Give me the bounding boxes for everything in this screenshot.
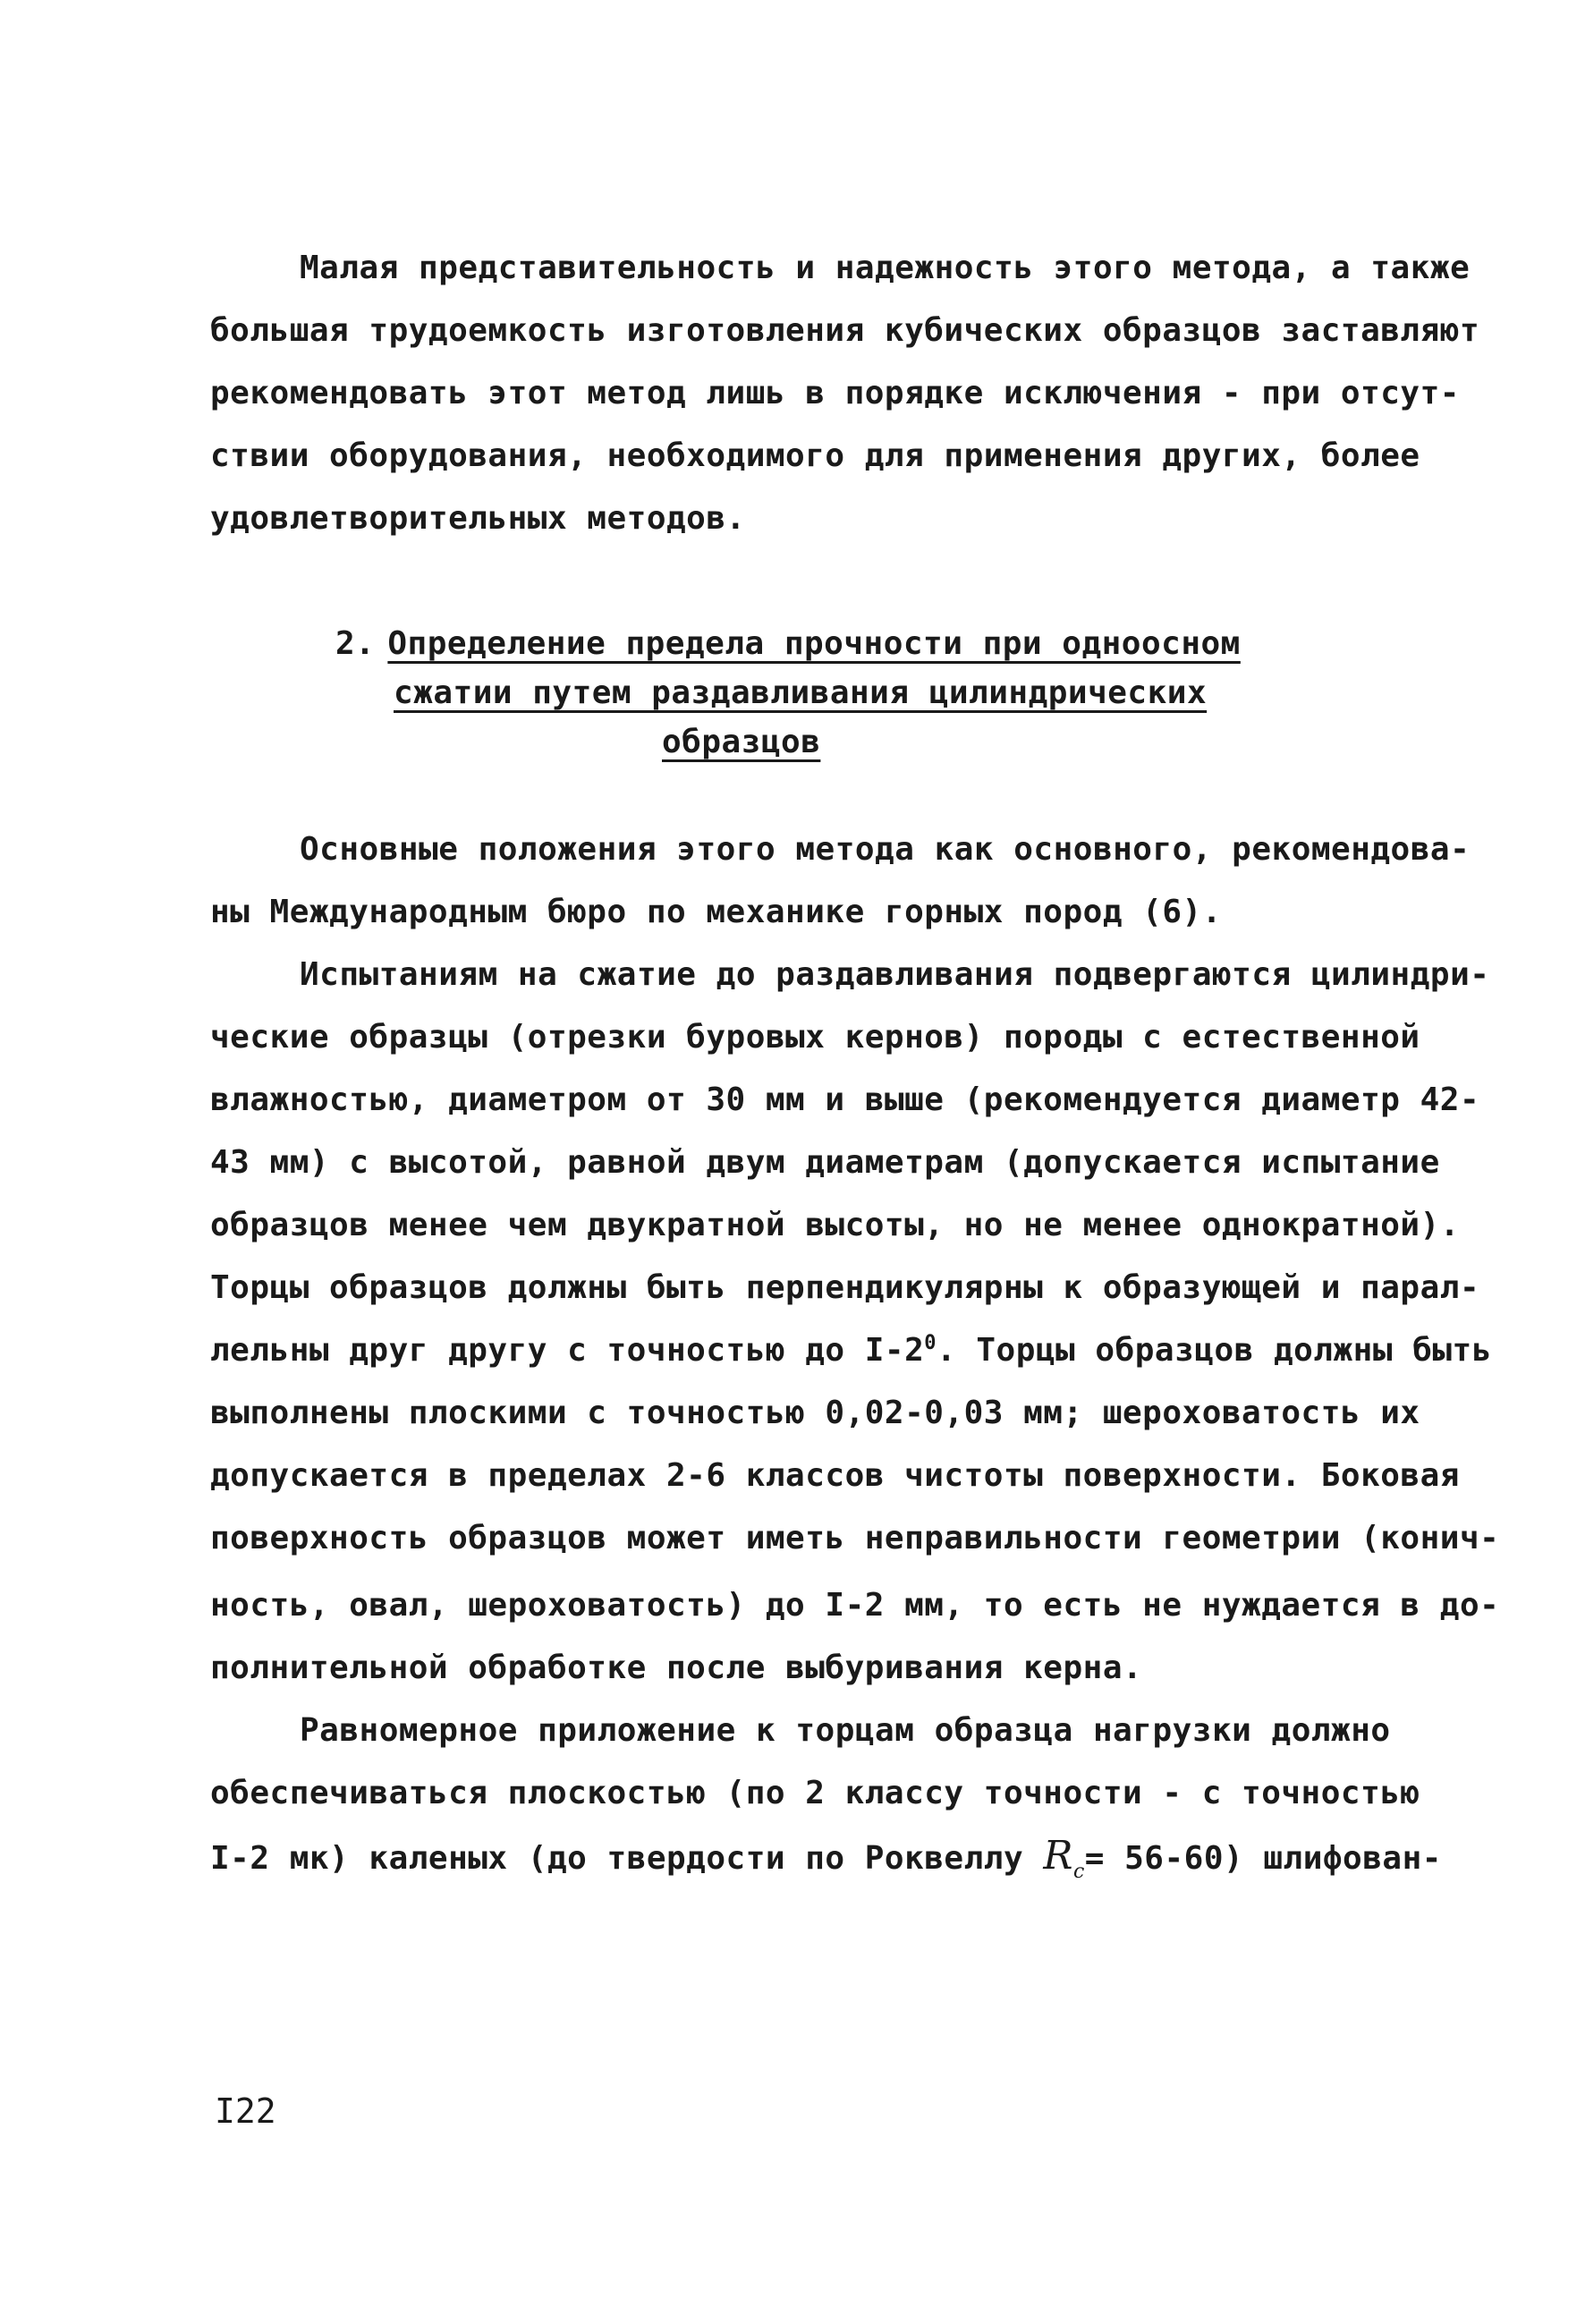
page-number: I22 — [215, 2091, 276, 2131]
section-number: 2. — [335, 625, 376, 662]
paragraph1-line4: ствии оборудования, необходимого для применения других, более — [210, 437, 1420, 474]
paragraph1-line3: рекомендовать этот метод лишь в порядке исключения - при отсут- — [210, 375, 1460, 411]
paragraph3-line3: влажностью, диаметром от 30 мм и выше (рекомендуется диаметр 42- — [210, 1081, 1480, 1118]
paragraph3-line10: поверхность образцов может иметь неправильности геометрии (конич- — [210, 1520, 1500, 1556]
paragraph4-line3 — [210, 1834, 1442, 1895]
paragraph3-line5: образцов менее чем двукратной высоты, но не менее однократной). — [210, 1207, 1460, 1243]
degree-superscript: 0 — [924, 1332, 937, 1354]
section-heading-line1 — [335, 622, 1241, 666]
paragraph3-line11: ность, овал, шероховатость) до I-2 мм, то есть не нуждается в до- — [210, 1587, 1500, 1624]
section-title-line3: образцов — [662, 724, 821, 760]
paragraph3-line7 — [210, 1328, 1492, 1373]
paragraph3-line1: Испытаниям на сжатие до раздавливания подвергаются цилиндри- — [300, 956, 1490, 993]
paragraph2-line2: ны Международным бюро по механике горных пород (6). — [210, 894, 1222, 930]
paragraph2-line1: Основные положения этого метода как основного, рекомендова- — [300, 831, 1471, 868]
paragraph3-line2: ческие образцы (отрезки буровых кернов) породы с естественной — [210, 1019, 1420, 1056]
paragraph3-line8: выполнены плоскими с точностью 0,02-0,03 мм; шероховатость их — [210, 1395, 1420, 1431]
paragraph3-line4: 43 мм) с высотой, равной двум диаметрам (допускается испытание — [210, 1144, 1440, 1181]
paragraph3-line7-before: лельны друг другу с точностью до I-2 — [210, 1332, 925, 1369]
paragraph4-line3-after: = 56-60) шлифован- — [1084, 1840, 1442, 1877]
rockwell-letter: R — [1043, 1833, 1073, 1879]
paragraph4-line1: Равномерное приложение к торцам образца нагрузки должно — [300, 1712, 1391, 1749]
paragraph4-line3-before: I-2 мк) каленых (до твердости по Роквеллу — [210, 1840, 1044, 1877]
paragraph3-line9: допускается в пределах 2-6 классов чистоты поверхности. Боковая — [210, 1457, 1460, 1494]
paragraph1-line2: большая трудоемкость изготовления кубических образцов заставляют — [210, 312, 1480, 349]
rockwell-subscript: c — [1072, 1860, 1085, 1883]
paragraph1-line5: удовлетворительных методов. — [210, 500, 746, 537]
paragraph1-line1: Малая представительность и надежность этого метода, а также — [300, 250, 1471, 286]
paragraph3-line6: Торцы образцов должны быть перпендикулярны к образующей и парал- — [210, 1269, 1480, 1306]
section-title-line1: Определение предела прочности при одноосном — [387, 625, 1241, 662]
paragraph3-line7-after: . Торцы образцов должны быть — [937, 1332, 1492, 1369]
section-title-line2: сжатии путем раздавливания цилиндрических — [394, 674, 1208, 711]
rockwell-symbol — [1043, 1833, 1085, 1883]
paragraph4-line2: обеспечиваться плоскостью (по 2 классу точности - с точностью — [210, 1775, 1420, 1811]
paragraph3-line12: полнительной обработке после выбуривания керна. — [210, 1650, 1143, 1686]
